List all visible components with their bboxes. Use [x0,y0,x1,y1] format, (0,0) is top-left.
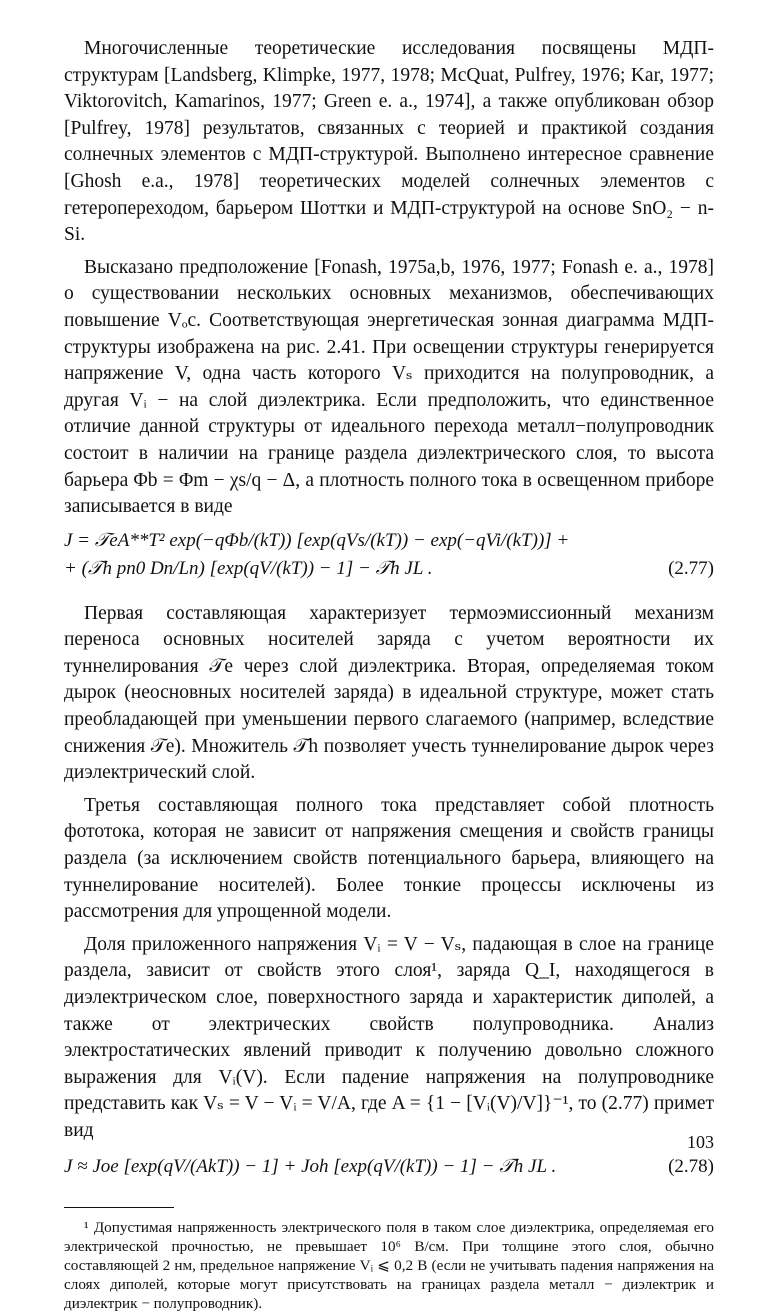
equation-2-77-line-2-text: + (𝒯h pn0 Dn/Ln) [exp(qV/(kT)) − 1] − 𝒯h JL . [64,557,433,579]
equation-number-2-78: (2.78) [668,1155,714,1177]
equation-2-77-line-1: J = 𝒯eA**T² exp(−qΦb/(kT)) [exp(qVs/(kT)) − exp(−qVi/(kT))] + [64,529,570,551]
page-body [64,36,714,1314]
paragraph-first-component: Первая составляющая характеризует термоэмиссионный механизм переноса основных носителей заряда с учетом вероятности их туннелирования 𝒯e через слой диэлектрика. Вторая, определяемая током дырок (неосновных носителей заряда) в идеальной структуре, может стать преобладающей при уменьшении первого слагаемого (например, вследствие снижения 𝒯e). Множитель 𝒯h позволяет учесть туннелирование дырок через диэлектрический слой. [64,602,714,784]
footnote-separator [64,1207,174,1208]
paragraph-mdp-overview: Многочисленные теоретические исследования посвящены МДП-структурам [Landsberg, Klimpke, 1977, 1978; McQuat, Pulfrey, 1976; Kar, 1977; Viktorovitch, Kamarinos, 1977; Green e. a., 1974], а также опубликован обзор [Pulfrey, 1978] результатов, связанных с теорией и практикой создания солнечных элементов с МДП-структурой. Выполнено интересное сравнение [Ghosh e.a., 1978] теоретических моделей солнечных элементов с гетеропереходом, барьером Шоттки и МДП-структурой на основе SnO₂ − n-Si. [64,38,714,246]
equation-2-78-text: J ≈ Joe [exp(qV/(AkT)) − 1] + Joh [exp(qV/(kT)) − 1] − 𝒯h JL . [64,1155,557,1177]
equation-2-78-line [64,1153,714,1181]
paragraph-voltage-fraction: Доля приложенного напряжения Vᵢ = V − Vₛ, падающая в слое на границе раздела, зависит от свойств этого слоя¹, заряда Q_I, находящегося в диэлектрическом слое, поверхностного заряда и характеристик диполей, а также от электрических свойств полупроводника. Анализ электростатических явлений приводит к получению довольно сложного выражения для Vᵢ(V). Если падение напряжения на полупроводнике представить как Vₛ = V − Vᵢ = V/A, где A = {1 − [Vᵢ(V)/V]}⁻¹, то (2.77) примет вид [64,933,714,1141]
equation-2-77 [64,527,714,583]
paragraph-third-component: Третья составляющая полного тока представляет собой плотность фототока, которая не зависит от напряжения смещения и свойств границы раздела (за исключением свойств потенциального барьера, влияющего на туннелирование носителей). Более тонкие процессы исключены из рассмотрения для упрощенной модели. [64,794,714,923]
page-number: 103 [687,1132,714,1152]
equation-number-2-77: (2.77) [668,557,714,579]
equation-2-78 [64,1153,714,1181]
footnote: ¹ Допустимая напряженность электрического поля в таком слое диэлектрика, определяемая его электрической прочностью, не превышает 10⁶ В/см. При толщине этого слоя, обычно составляющей 2 нм, предельное напряжение Vᵢ ⩽ 0,2 В (если не учитывать падения напряжения на слоях диполей, которые могут присутствовать на границах раздела металл − диэлектрик и диэлектрик − полупроводник). [64,1218,714,1313]
paragraph-fonash-hypothesis: Высказано предположение [Fonash, 1975a,b, 1976, 1977; Fonash e. a., 1978] о существовании нескольких основных механизмов, обеспечивающих повышение Vₒc. Соответствующая энергетическая зонная диаграмма МДП-структуры изображена на рис. 2.41. При освещении структуры генерируется напряжение V, одна часть которого Vₛ приходится на полупроводник, а другая Vᵢ − на слой диэлектрика. Если предположить, что единственное отличие данной структуры от идеального перехода металл−полупроводник состоит в наличии на границе раздела диэлектрического слоя, то высота барьера Φb = Φm − χs/q − Δ, а плотность полного тока в освещенном приборе записывается в виде [64,256,714,518]
equation-2-77-line-2 [64,555,714,583]
